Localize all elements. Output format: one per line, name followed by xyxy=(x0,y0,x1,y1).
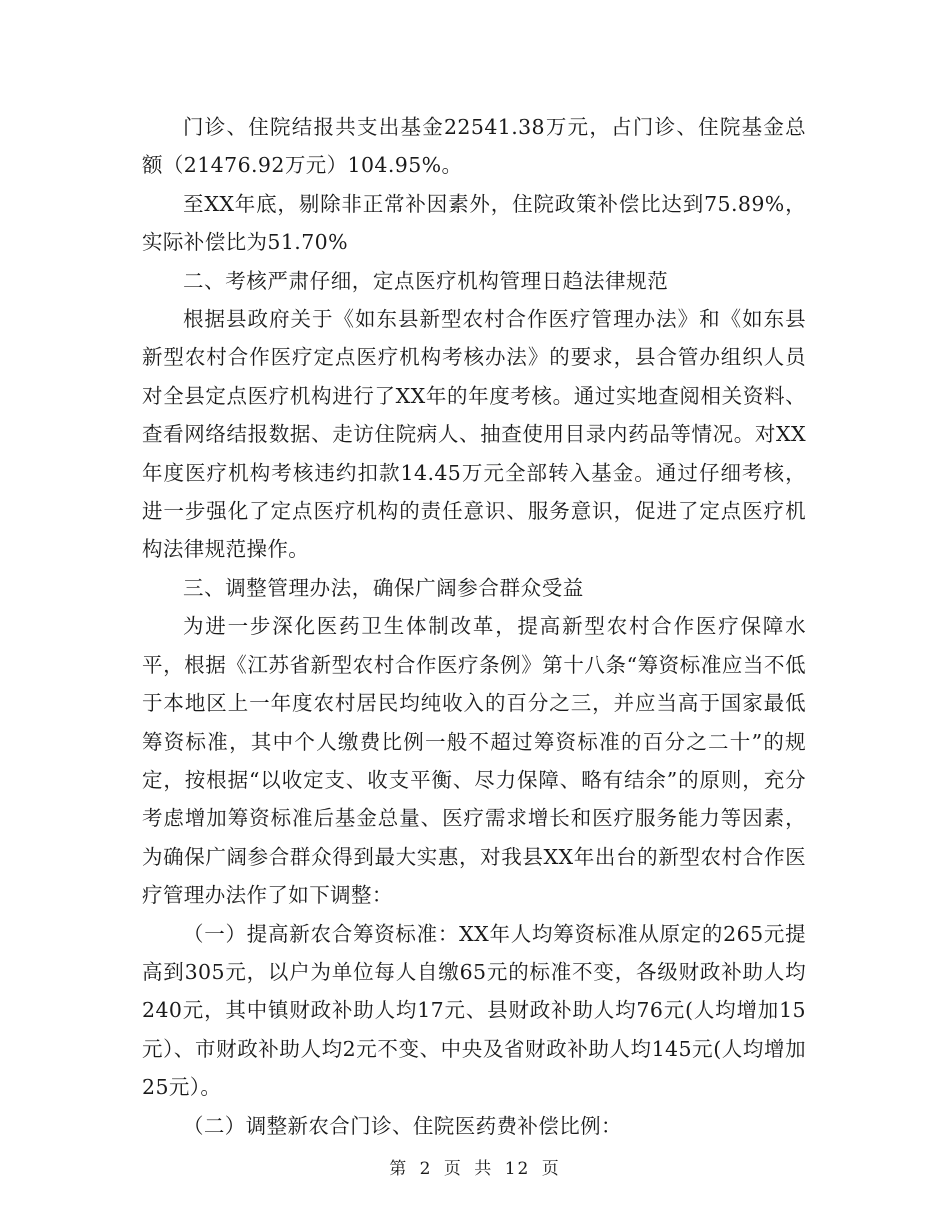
document-body xyxy=(142,108,806,1145)
page-number-footer: 第 2 页 共 12 页 xyxy=(389,1159,561,1179)
paragraph-assessment: 根据县政府关于《如东县新型农村合作医疗管理办法》和《如东县新型农村合作医疗定点医疗机构考核办法》的要求，县合管办组织人员对全县定点医疗机构进行了XX年的年度考核。通过实地查阅相关资料、查看网络结报数据、走访住院病人、抽查使用目录内药品等情况。对XX年度医疗机构考核违约扣款14.45万元全部转入基金。通过仔细考核，进一步强化了定点医疗机构的责任意识、服务意识，促进了定点医疗机构法律规范操作。 xyxy=(142,307,806,562)
paragraph-funding-standard: （一）提高新农合筹资标准：XX年人均筹资标准从原定的265元提高到305元，以户为单位每人自缴65元的标准不变，各级财政补助人均240元，其中镇财政补助人均17元、县财政补助人均76元(人均增加15元）、市财政补助人均2元不变、中央及省财政补助人均145元(人均增加25元）。 xyxy=(142,921,806,1100)
paragraph-reform: 为进一步深化医药卫生体制改革，提高新型农村合作医疗保障水平，根据《江苏省新型农村合作医疗条例》第十八条“筹资标准应当不低于本地区上一年度农村居民均纯收入的百分之三，并应当高于国家最低筹资标准，其中个人缴费比例一般不超过筹资标准的百分之二十”的规定，按根据“以收定支、收支平衡、尽力保障、略有结余”的原则，充分考虑增加筹资标准后基金总量、医疗需求增长和医疗服务能力等因素，为确保广阔参合群众得到最大实惠，对我县XX年出台的新型农村合作医疗管理办法作了如下调整： xyxy=(142,614,806,908)
paragraph-compensation-ratio: 至XX年底，剔除非正常补因素外，住院政策补偿比达到75.89%，实际补偿比为51.70% xyxy=(142,191,806,255)
section-heading-2: 二、考核严肃仔细，定点医疗机构管理日趋法律规范 xyxy=(183,268,669,293)
paragraph-compensation-adjustment: （二）调整新农合门诊、住院医药费补偿比例： xyxy=(183,1113,622,1138)
paragraph-fund-expenditure: 门诊、住院结报共支出基金22541.38万元，占门诊、住院基金总额（21476.92万元）104.95%。 xyxy=(142,115,806,178)
section-heading-3: 三、调整管理办法，确保广阔参合群众受益 xyxy=(183,575,584,600)
